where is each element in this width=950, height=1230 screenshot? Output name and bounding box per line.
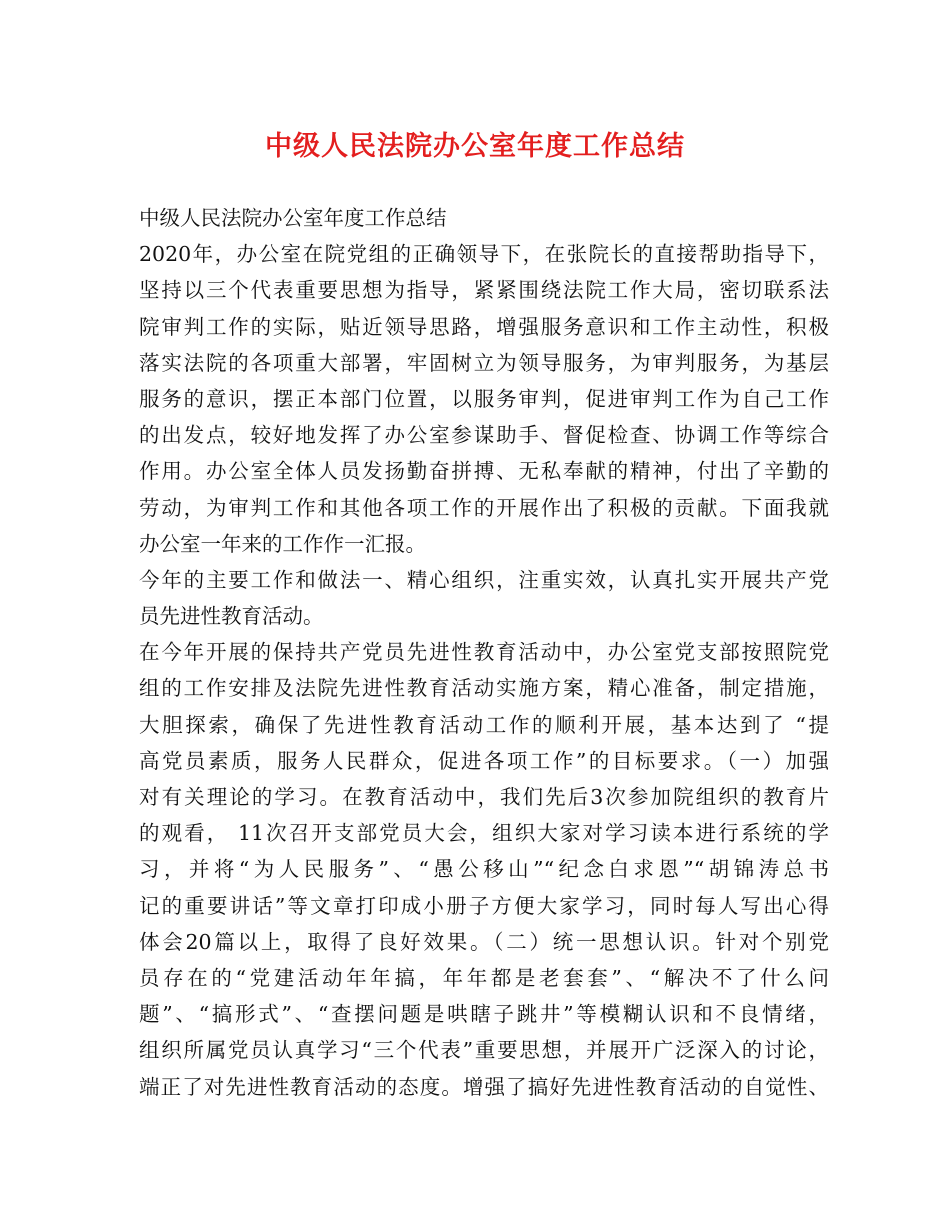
document-body bbox=[139, 200, 829, 1105]
body-text-line: 服务的意识，摆正本部门位置，以服务审判，促进审判工作为自己工作 bbox=[139, 386, 829, 411]
body-text-line: 题”、“搞形式”、“查摆问题是哄瞎子跳井”等模糊认识和不良情绪， bbox=[139, 1002, 829, 1027]
body-text-line: 的观看， 11次召开支部党员大会，组织大家对学习读本进行系统的学 bbox=[139, 821, 829, 846]
body-text-line: 劳动，为审判工作和其他各项工作的开展作出了积极的贡献。下面我就 bbox=[139, 495, 829, 520]
body-text-line: 端正了对先进性教育活动的态度。增强了搞好先进性教育活动的自觉性、 bbox=[139, 1074, 829, 1099]
body-text-line: 中级人民法院办公室年度工作总结 bbox=[139, 206, 447, 230]
body-text-line: 院审判工作的实际，贴近领导思路，增强服务意识和工作主动性，积极 bbox=[139, 314, 829, 339]
body-text-line: 对有关理论的学习。在教育活动中，我们先后3次参加院组织的教育片 bbox=[139, 785, 829, 809]
body-text-line: 办公室一年来的工作作一汇报。 bbox=[139, 531, 426, 556]
body-text-line: 落实法院的各项重大部署，牢固树立为领导服务，为审判服务，为基层 bbox=[139, 350, 829, 375]
body-text-line: 在今年开展的保持共产党员先进性教育活动中，办公室党支部按照院党 bbox=[139, 640, 829, 665]
document-title: 中级人民法院办公室年度工作总结 bbox=[265, 131, 685, 162]
body-text-line: 大胆探索，确保了先进性教育活动工作的顺利开展，基本达到了 “提 bbox=[139, 712, 829, 737]
body-text-line: 高党员素质，服务人民群众，促进各项工作”的目标要求。（一）加强 bbox=[139, 748, 829, 773]
body-text-line: 今年的主要工作和做法一、精心组织，注重实效，认真扎实开展共产党 bbox=[139, 567, 829, 592]
body-text-line: 的出发点，较好地发挥了办公室参谋助手、督促检查、协调工作等综合 bbox=[139, 423, 829, 448]
body-text-line: 习，并将“为人民服务”、“愚公移山”“纪念白求恩”“胡锦涛总书 bbox=[139, 857, 829, 882]
body-text-line: 员存在的“党建活动年年搞，年年都是老套套”、“解决不了什么问 bbox=[139, 965, 829, 990]
body-text-line: 组织所属党员认真学习“三个代表”重要思想，并展开广泛深入的讨论， bbox=[139, 1038, 829, 1063]
body-text-line: 坚持以三个代表重要思想为指导，紧紧围绕法院工作大局，密切联系法 bbox=[139, 278, 829, 303]
body-text-line: 记的重要讲话”等文章打印成小册子方便大家学习，同时每人写出心得 bbox=[139, 893, 829, 918]
body-text-line: 员先进性教育活动。 bbox=[139, 604, 324, 629]
body-text-line: 作用。办公室全体人员发扬勤奋拼搏、无私奉献的精神，付出了辛勤的 bbox=[139, 459, 829, 484]
body-text-line: 体会20篇以上，取得了良好效果。（二）统一思想认识。针对个别党 bbox=[139, 929, 829, 954]
body-text-line: 2020年，办公室在院党组的正确领导下，在张院长的直接帮助指导下， bbox=[139, 242, 829, 267]
body-text-line: 组的工作安排及法院先进性教育活动实施方案，精心准备，制定措施， bbox=[139, 676, 829, 701]
